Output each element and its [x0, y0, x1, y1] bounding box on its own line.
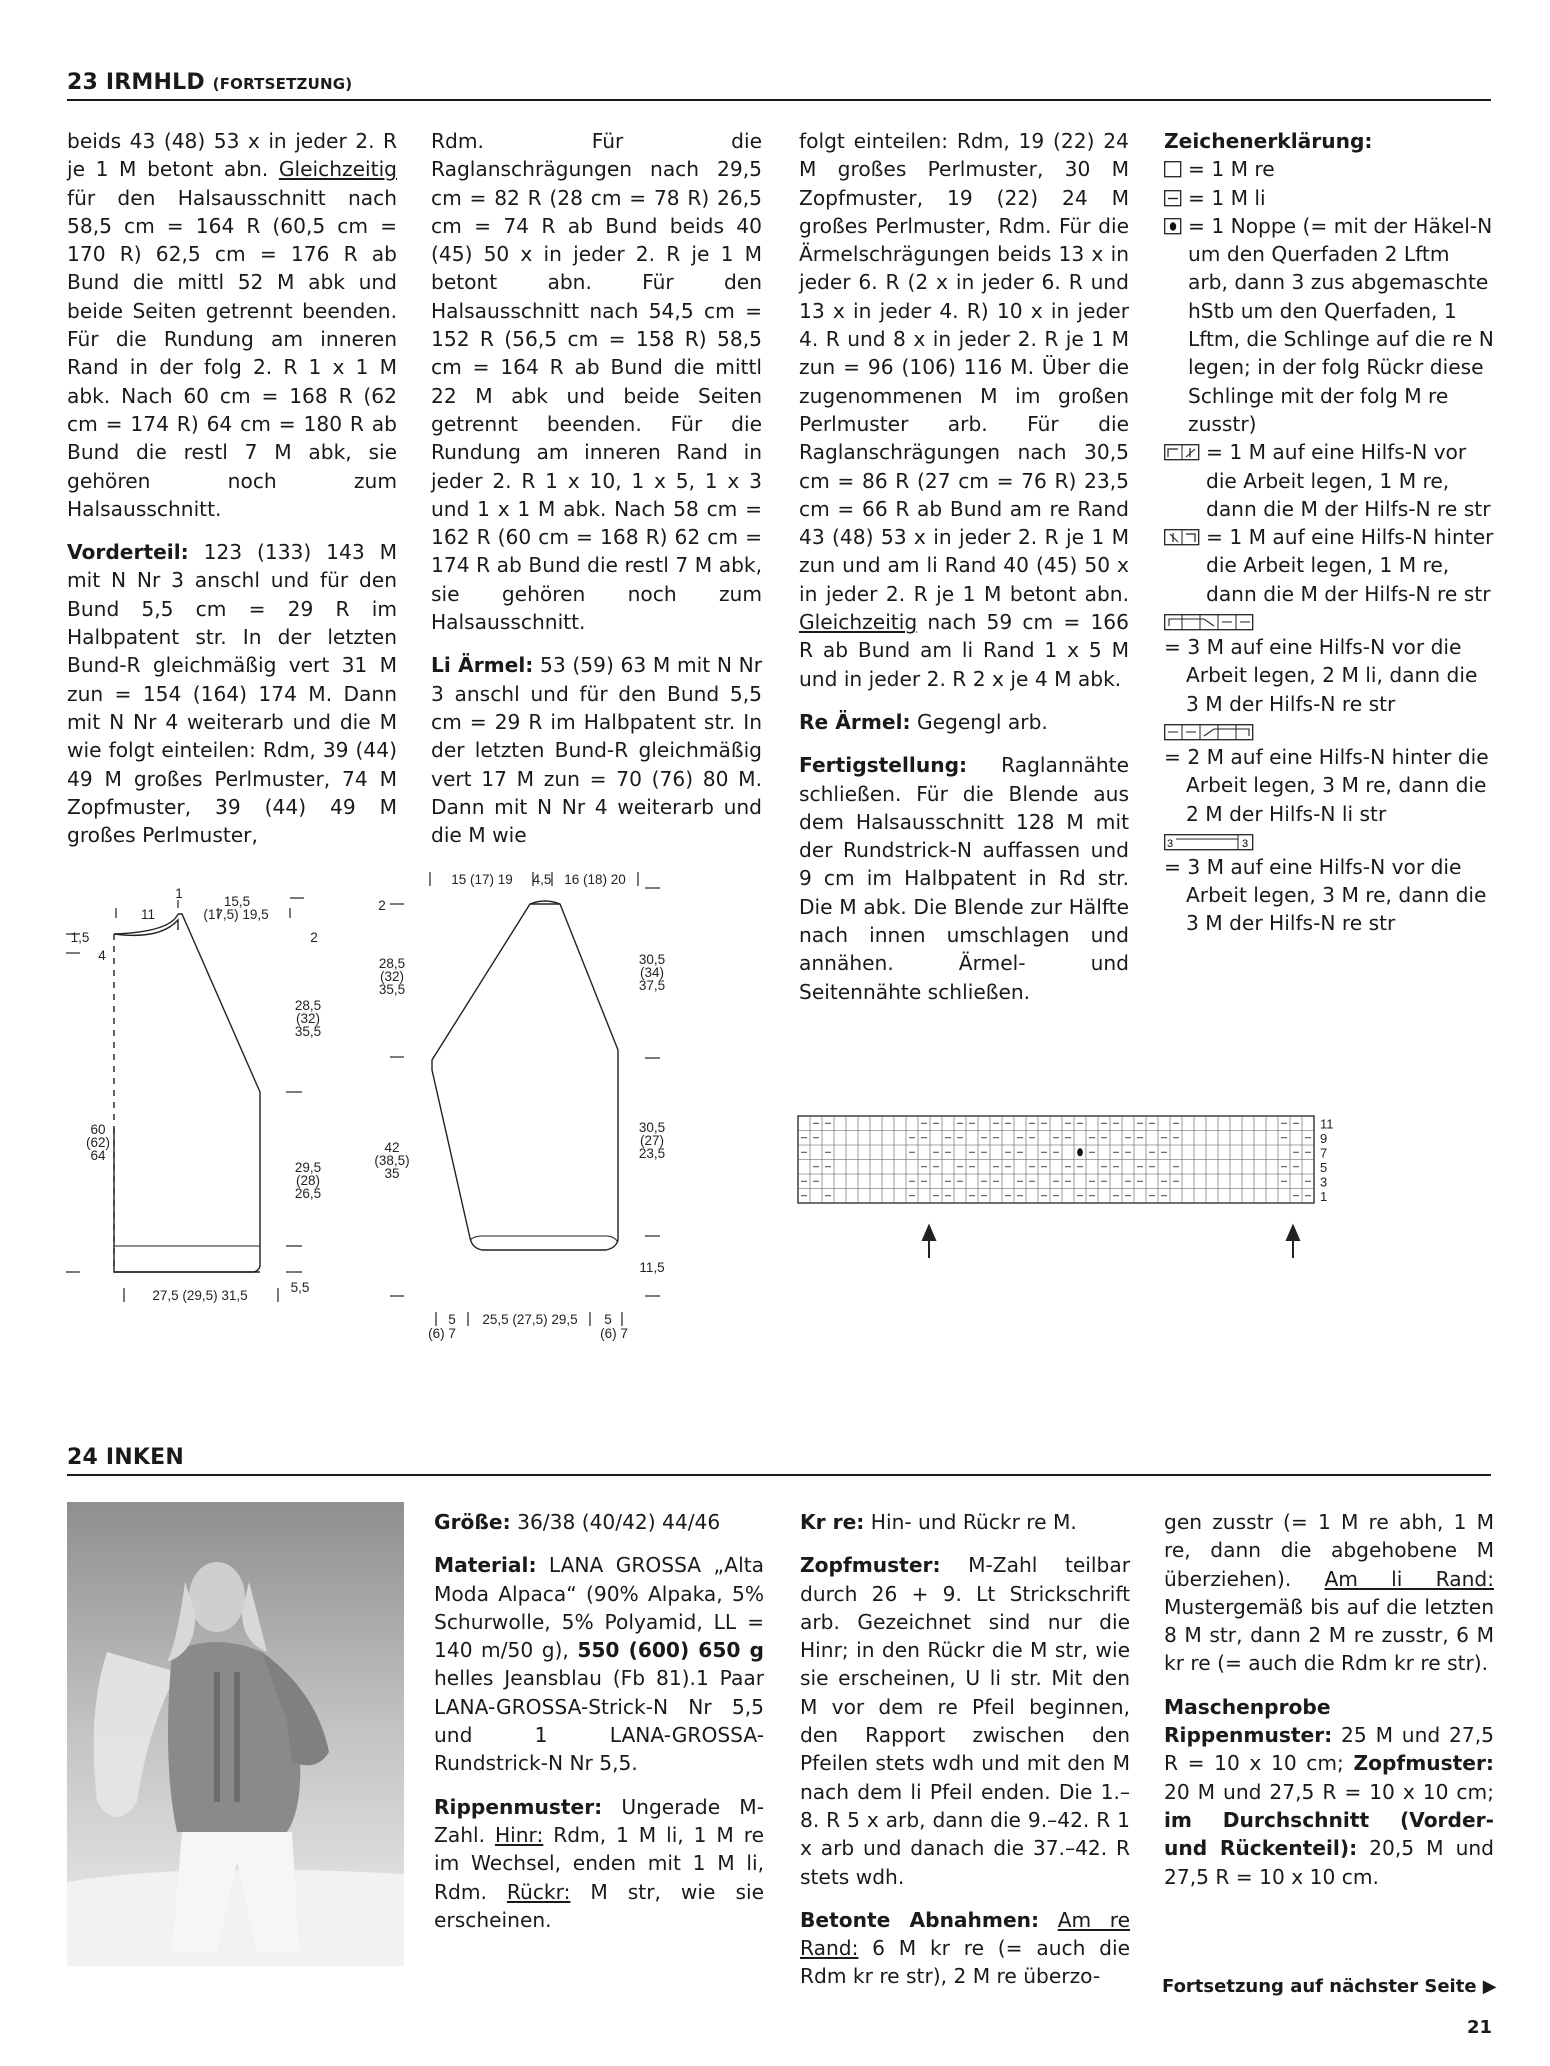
left-sleeve-text: 53 (59) 63 M mit N Nr 3 anschl und für den Bund 5,5 cm = 29 R im Halbpatent str. In der letzten Bund-R gleichmäßig vert 17 M zun = 70 (76) 80 M. Dann mit N Nr 4 weiterarb und die M wie: [431, 653, 762, 848]
model-photo: [67, 1502, 404, 1966]
body-dim-side-2: (28): [295, 1173, 321, 1188]
body-schematic: [60, 870, 360, 1340]
section-24-name: INKEN: [105, 1445, 184, 1470]
sleeve-dim-length-1: 42: [384, 1140, 400, 1155]
gauge-label-3: im Durchschnitt (Vorder- und Rückenteil):: [1164, 1807, 1494, 1861]
cable-text: M-Zahl teilbar durch 26 + 9. Lt Strickschrift arb. Gezeichnet sind nur die Hinr; in den Rückr die M str, wie sie erscheinen, U li str. Mit den M vor dem re Pfeil beginnen, den Rapport zwischen den Pfeilen stets wdh und mit den M nach dem li Pfeil enden. Die 1.–8. R 5 x arb, dann die 9.–42. R 1 x arb und danach die 37.–42. R stets wdh.: [800, 1553, 1130, 1889]
sleeve-dim-bottom-left-2: (6) 7: [428, 1326, 456, 1341]
material-text-b: helles Jeansblau (Fb 81).1 Paar LANA-GROSSA-Strick-N Nr 5,5 und 1 LANA-GROSSA-Rundstrick-N Nr 5,5.: [434, 1666, 764, 1776]
legend-text-knit: = 1 M re: [1188, 157, 1275, 182]
knit-stitch-icon: [1164, 161, 1182, 178]
chart-row-number: 5: [1320, 1160, 1328, 1175]
body-dim-side-3: 26,5: [294, 1186, 322, 1201]
body-dim-raglan-1: 28,5: [294, 998, 322, 1013]
sleeve-dim-length-2: (38,5): [374, 1153, 410, 1168]
s23-col2-paragraph-1: Rdm. Für die Raglanschrägungen nach 29,5 cm = 82 R (28 cm = 78 R) 26,5 cm = 74 R ab Bund beids 40 (45) 50 x in jeder 2. R je 1 M betont abn. Für den Halsausschnitt nach 54,5 cm = 152 R (56,5 cm = 158 R) 58,5 cm = 164 R ab Bund die mittl 22 M abk und beide Seiten getrennt beenden. Für die Rundung am inneren Rand in jeder 2. R 1 x 10, 1 x 5, 1 x 3 und 1 x 1 M abk. Nach 58 cm = 162 R (60 cm = 168 R) 62 cm = 174 R ab Bund die restl 7 M abk, sie gehören noch zum Halsausschnitt.: [431, 129, 762, 635]
chart-row-number: 3: [1320, 1174, 1328, 1190]
cable-label: Zopfmuster:: [800, 1553, 941, 1578]
sleeve-dim-left-raglan-3: 35,5: [378, 982, 406, 997]
s24-column-1: [434, 1508, 764, 1949]
right-sleeve-text: Gegengl arb.: [910, 709, 1048, 734]
cable-2-3-back-icon: [1164, 724, 1494, 741]
sleeve-dim-length-3: 35: [384, 1166, 400, 1181]
chart-row-number: 7: [1320, 1145, 1328, 1161]
sleeve-dim-right-raglan-3: 37,5: [638, 978, 666, 993]
s23-col1-paragraph-1: [67, 127, 397, 523]
material-amount: 550 (600) 650 g: [577, 1638, 765, 1663]
size-label: Größe:: [434, 1510, 511, 1534]
sleeve-dim-top-right: 16 (18) 20: [564, 872, 626, 887]
s24-rib-pattern: [434, 1793, 764, 1934]
right-sleeve-label: Re Ärmel:: [799, 709, 911, 734]
sleeve-dim-bottom-left: 5: [448, 1312, 456, 1327]
legend-item-cable-3-3-front: [1164, 834, 1494, 938]
legend-item-cable-2-3-back: [1164, 724, 1494, 828]
garter-label: Kr re:: [800, 1510, 865, 1534]
sleeve-dim-bottom-right-2: (6) 7: [600, 1326, 628, 1341]
cable-3-3-front-icon: [1164, 834, 1494, 851]
s23-col2-paragraph-2: [431, 651, 762, 849]
sleeve-dim-top: 15 (17) 19: [451, 872, 513, 887]
body-dim-top-small: 1: [175, 886, 183, 901]
section-23-title: [67, 70, 352, 95]
s23-col1-segment: Gleichzeitig: [278, 157, 397, 182]
front-label: Vorderteil:: [67, 540, 189, 565]
finishing-label: Fertigstellung:: [799, 753, 968, 778]
material-text-a: LANA GROSSA „Alta Moda Alpaca“ (90% Alpaka, 5% Schurwolle, 5% Polyamid, LL = 140 m/50 g),: [434, 1553, 764, 1663]
section-23-suffix: (FORTSETZUNG): [212, 75, 353, 93]
decreases-cont-b: Mustergemäß bis auf die letzten 8 M str, dann 2 M re zusstr, 6 M kr re (= auch die Rdm kr re str).: [1164, 1594, 1494, 1676]
gauge-text-1: 25 M und 27,5 R = 10 x 10 cm;: [1164, 1723, 1494, 1776]
body-dim-width: 27,5 (29,5) 31,5: [152, 1288, 248, 1303]
rib-rueckr: Rückr:: [506, 1879, 571, 1904]
symbol-legend: [1164, 127, 1494, 938]
model-photo-illustration: [67, 1502, 404, 1966]
s23-column-1: [67, 127, 397, 864]
s24-size: [434, 1508, 764, 1536]
sleeve-dim-left-small: 2: [378, 898, 386, 913]
body-dim-total-3: 64: [90, 1148, 106, 1163]
body-dim-total-2: (62): [85, 1135, 111, 1150]
sleeve-dim-right-raglan-1: 30,5: [638, 952, 666, 967]
front-text: 123 (133) 143 M mit N Nr 3 anschl und für den Bund 5,5 cm = 29 R im Halbpatent str. In der letzten Bund-R gleichmäßig vert 31 M zun = 154 (164) 174 M. Dann mit N Nr 4 weiterarb und die M wie folgt einteilen: Rdm, 39 (44) 49 M großes Perlmuster, 74 M Zopfmuster, 39 (44) 49 M großes Perlmuster,: [67, 540, 397, 848]
s23-col3-paragraph-3: [799, 751, 1129, 1006]
legend-item-cable-3-2-front: [1164, 614, 1494, 718]
sleeve-dim-right-raglan-2: (34): [639, 965, 665, 980]
cable-3-left-digit: 3: [1167, 837, 1174, 850]
rib-label: Rippenmuster:: [434, 1794, 603, 1819]
garter-text: Hin- und Rückr re M.: [864, 1510, 1077, 1534]
sleeve-schematic: [370, 860, 670, 1350]
legend-row-cable-2-3-back: [1164, 743, 1494, 828]
s24-column-2: [800, 1508, 1130, 2006]
decreases-label: Betonte Abnahmen:: [800, 1907, 1040, 1932]
legend-text-purl: = 1 M li: [1188, 185, 1266, 210]
section-23-name: IRMHLD: [105, 70, 205, 95]
s23-col1-paragraph-2: [67, 538, 397, 849]
decreases-text: 6 M kr re (= auch die Rdm kr re str), 2 M re überzo-: [800, 1936, 1130, 1989]
sleeve-dim-cuff: 11,5: [639, 1260, 665, 1275]
section-23-number: 23: [67, 70, 99, 95]
continued-next-page: Fortsetzung auf nächster Seite ▶: [1162, 1976, 1497, 1997]
gauge-label-2: Zopfmuster:: [1353, 1751, 1494, 1776]
decreases-cont-a: gen zusstr (= 1 M re abh, 1 M re, dann die abgehobene M überziehen).: [1164, 1510, 1494, 1591]
section-24-number: 24: [67, 1445, 99, 1470]
body-dim-neck-depth: 1,5: [70, 930, 90, 945]
legend-text-cable-1-1-back: = 1 M auf eine Hilfs-N hinter die Arbeit legen, 1 M re, dann die M der Hilfs-N re str: [1206, 525, 1494, 606]
gauge-text-2: 20 M und 27,5 R = 10 x 10 cm;: [1164, 1779, 1494, 1804]
purl-stitch-icon: [1164, 190, 1182, 207]
legend-text-cable-2-3-back: = 2 M auf eine Hilfs-N hinter die Arbeit legen, 3 M re, dann die 2 M der Hilfs-N li str: [1164, 744, 1489, 826]
body-dim-top-right: 15,5: [223, 894, 251, 909]
s24-material: [434, 1551, 764, 1777]
section-24-title: [67, 1445, 184, 1470]
body-dim-side-1: 29,5: [294, 1160, 322, 1175]
section-23-rule: [67, 99, 1491, 101]
decreases-right-edge: Am re Rand:: [800, 1907, 1131, 1961]
cable-3-right-digit: 3: [1242, 837, 1249, 850]
s24-gauge: [1164, 1693, 1494, 1891]
legend-item-bobble: [1164, 212, 1494, 438]
s23-col3-segment: nach 59 cm = 166 R ab Bund am li Rand 1 x 5 M und in jeder 2. R 2 x je 4 M abk.: [799, 610, 1129, 691]
chart-bobble-mark: [1077, 1148, 1083, 1156]
legend-text-cable-1-1-front: = 1 M auf eine Hilfs-N vor die Arbeit legen, 1 M re, dann die M der Hilfs-N re str: [1206, 440, 1491, 521]
body-dim-shoulder: 2: [310, 930, 318, 945]
chart-arrow-left-icon: [923, 1226, 935, 1240]
s23-col3-segment: Gleichzeitig: [799, 610, 918, 635]
sleeve-dim-left-raglan-1: 28,5: [378, 956, 406, 971]
legend-text-cable-3-3-front: = 3 M auf eine Hilfs-N vor die Arbeit legen, 3 M re, dann die 3 M der Hilfs-N re str: [1164, 854, 1487, 936]
rib-text-c: M str, wie sie erscheinen.: [434, 1879, 764, 1932]
s23-column-3: [799, 127, 1129, 1021]
chart-row-number: 9: [1320, 1131, 1328, 1146]
legend-item-cable-1-1-front: [1164, 438, 1494, 523]
s24-decreases-cont: [1164, 1508, 1494, 1678]
left-sleeve-label: Li Ärmel:: [431, 653, 534, 678]
rib-text-b: Rdm, 1 M li, 1 M re im Wechsel, enden mit 1 M li, Rdm.: [434, 1822, 764, 1904]
finishing-text: Raglannähte schließen. Für die Blende aus dem Halsausschnitt 128 M mit der Rundstrick-N auffassen und 9 cm im Halbpatent in Rd str. Die M abk. Die Blende zur Hälfte nach innen umschlagen und annähen. Ärmel- und Seitennähte schließen.: [799, 753, 1129, 1004]
body-dim-raglan-2: (32): [295, 1011, 321, 1026]
s23-col1-segment: beids 43 (48) 53 x in jeder 2. R je 1 M betont abn.: [67, 129, 397, 182]
legend-title: Zeichenerklärung:: [1164, 129, 1373, 153]
body-dim-rib: 5,5: [290, 1280, 310, 1295]
s23-col3-paragraph-1: [799, 127, 1129, 693]
legend-item-cable-1-1-back: [1164, 523, 1494, 608]
s23-col3-segment: folgt einteilen: Rdm, 19 (22) 24 M großes Perlmuster, 30 M Zopfmuster, 19 (22) 24 M großes Perlmuster, Rdm. Für die Ärmelschrägungen beids 13 x in jeder 6. R (2 x in jeder 6. R und 13 x in jeder 4. R) 10 x in jeder 4. R und 8 x in jeder 2. R je 1 M zun = 96 (106) 116 M. Über die zugenommenen M im großen Perlmuster arb. Für die Raglanschrägungen nach 30,5 cm = 86 R (27 cm = 76 R) 23,5 cm = 66 R ab Bund am re Rand 43 (48) 53 x in jeder 2. R je 1 M zun und am li Rand 40 (45) 50 x in jeder 2. R je 1 M betont abn.: [799, 129, 1129, 606]
sleeve-dim-upper-3: 23,5: [638, 1146, 666, 1161]
s24-cable-pattern: [800, 1551, 1130, 1891]
chart-row-number: 11: [1320, 1116, 1334, 1132]
sleeve-dim-left-raglan-2: (32): [379, 969, 405, 984]
s24-column-3: [1164, 1508, 1494, 1906]
body-dim-top-right-2: (17,5) 19,5: [203, 907, 269, 922]
cable-3-2-front-icon: [1164, 614, 1494, 631]
legend-text-bobble: = 1 Noppe (= mit der Häkel-N um den Querfaden 2 Lftm arb, dann 3 zus abgemaschte hStb um den Querfaden, 1 Lftm, die Schlinge auf die re N legen; in der folg Rückr diese Schlinge mit der folg M re zusstr): [1188, 213, 1494, 436]
cable-knitting-chart: [795, 1112, 1334, 1262]
page-number: 21: [1466, 2017, 1492, 2038]
s23-column-2: [431, 127, 762, 864]
legend-row-cable-3-2-front: [1164, 633, 1494, 718]
rib-text-a: Ungerade M-Zahl.: [434, 1794, 764, 1847]
rib-hinr: Hinr:: [494, 1822, 544, 1847]
legend-row-cable-3-3-front: [1164, 853, 1494, 938]
sleeve-dim-bottom-mid: 25,5 (27,5) 29,5: [482, 1312, 578, 1327]
s23-col3-paragraph-2: [799, 708, 1129, 736]
bobble-icon: [1164, 218, 1182, 235]
size-text: 36/38 (40/42) 44/46: [510, 1510, 721, 1534]
section-24-rule: [67, 1474, 1491, 1476]
material-label: Material:: [434, 1553, 537, 1578]
s24-decreases: [800, 1906, 1130, 1991]
legend-item-knit: [1164, 155, 1494, 183]
gauge-label-1: Maschenprobe Rippenmuster:: [1164, 1694, 1333, 1748]
s23-col1-segment: für den Halsausschnitt nach 58,5 cm = 164 R (60,5 cm = 170 R) 62,5 cm = 176 R ab Bund die mittl 52 M abk und beide Seiten getrennt beenden. Für die Rundung am inneren Rand in der folg 2. R 1 x 1 M abk. Nach 60 cm = 168 R (62 cm = 174 R) 64 cm = 180 R ab Bund die restl 7 M abk, sie gehören noch zum Halsausschnitt.: [67, 185, 397, 521]
body-dim-raglan-3: 35,5: [294, 1024, 322, 1039]
sleeve-dim-top-mid: 4,5: [532, 872, 552, 887]
body-dim-neck-depth-2: 4: [98, 948, 106, 963]
sleeve-dim-bottom-right: 5: [604, 1312, 612, 1327]
chart-row-number: 1: [1320, 1189, 1328, 1204]
sleeve-dim-upper-2: (27): [639, 1133, 665, 1148]
body-dim-top-left: 11: [140, 907, 156, 922]
cable-1-1-front-icon: [1164, 444, 1200, 461]
chart-arrow-right-icon: [1287, 1226, 1299, 1240]
sleeve-dim-upper-1: 30,5: [638, 1120, 666, 1135]
s24-garter: [800, 1508, 1130, 1536]
decreases-left-edge: Am li Rand:: [1324, 1566, 1494, 1591]
legend-item-purl: [1164, 184, 1494, 212]
cable-1-1-back-icon: [1164, 529, 1200, 546]
body-dim-total-1: 60: [90, 1122, 106, 1137]
gauge-text-3: 20,5 M und 27,5 R = 10 x 10 cm.: [1164, 1836, 1494, 1889]
legend-text-cable-3-2-front: = 3 M auf eine Hilfs-N vor die Arbeit legen, 2 M li, dann die 3 M der Hilfs-N re str: [1164, 635, 1478, 716]
